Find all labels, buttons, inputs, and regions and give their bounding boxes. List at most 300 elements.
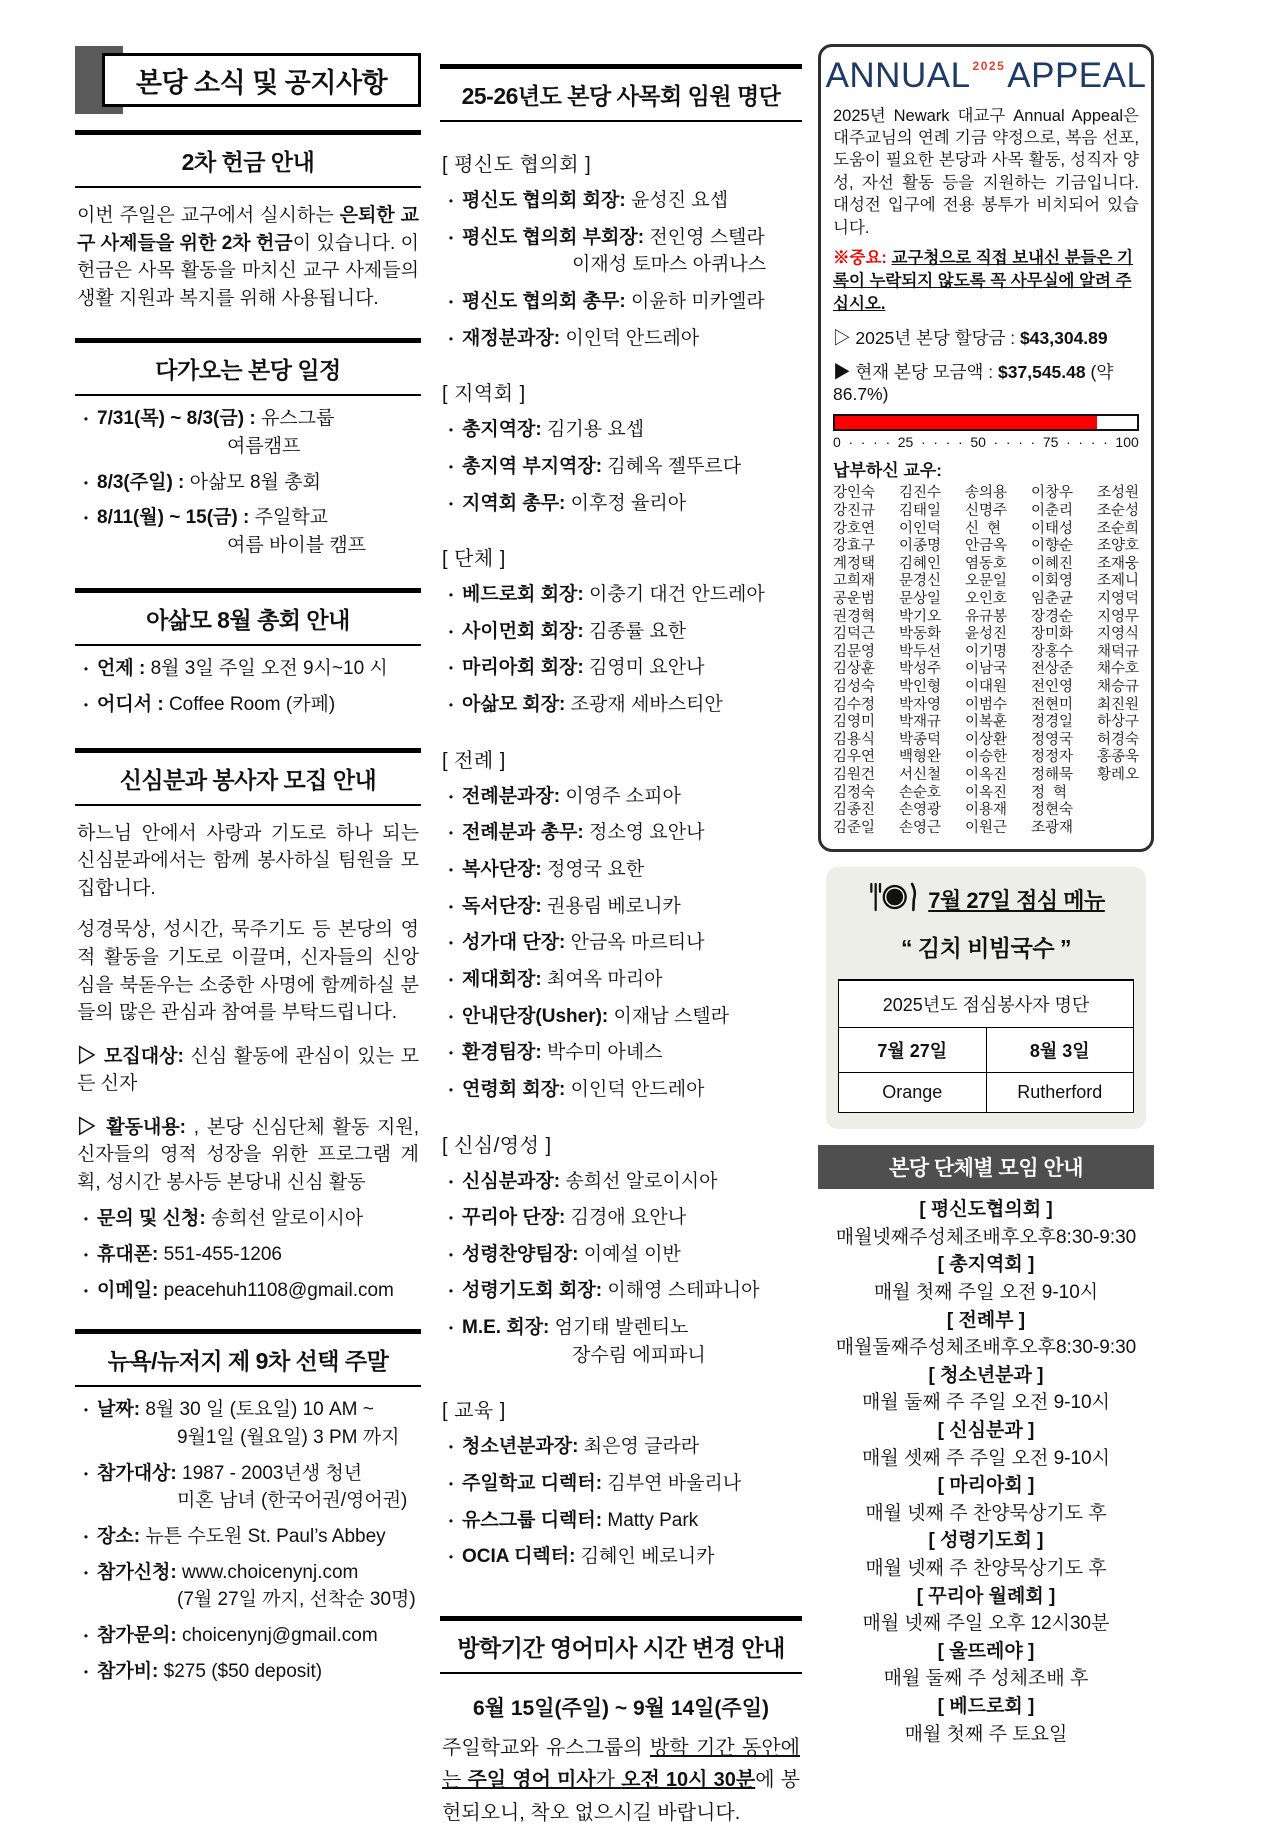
item-continuation: 여름 바이블 캠프 (227, 534, 367, 556)
list-item (75, 1242, 421, 1268)
donor-name: 김덕근 (833, 626, 876, 643)
officer-text (462, 188, 728, 214)
contact-list (75, 1206, 421, 1303)
officer-role: 전례분과 총무: (462, 822, 584, 844)
item-continuation: 미혼 남녀 (한국어권/영어권) (177, 1490, 408, 1512)
officer-item (440, 655, 802, 681)
group-meetings-title: 본당 단체별 모임 안내 (818, 1145, 1154, 1189)
bullet-icon: • (83, 1283, 89, 1298)
bullet-icon: • (83, 1247, 89, 1262)
middle-column (440, 0, 802, 1829)
section-body (77, 202, 419, 312)
officer-item (440, 417, 802, 443)
bullet-icon: • (448, 1513, 454, 1528)
bullet-icon: • (448, 1082, 454, 1097)
text-segment-bold: 은퇴한 교구 사제들을 위한 2차 헌금 (77, 205, 420, 254)
group-name: [ 신심/영성 ] (442, 1134, 552, 1157)
list-item (75, 406, 421, 432)
donor-name: 조제니 (1096, 573, 1139, 590)
donor-name: 이원근 (964, 819, 1007, 836)
donor-name: 김정숙 (833, 784, 876, 801)
officer-item (440, 1471, 802, 1497)
text-segment: 에 봉헌되오니, 착오 없으시길 바랍니다. (442, 1769, 800, 1824)
section-officer-roster (440, 64, 802, 1570)
donor-name: 조순성 (1096, 503, 1139, 519)
officer-name: 전인영 스텔라 (649, 226, 765, 248)
item-label: 참가대상: (97, 1462, 177, 1484)
officer-name: 정영국 요한 (547, 859, 645, 881)
officer-name: 이해영 스테파니아 (607, 1280, 760, 1302)
donor-name: 지영덕 (1096, 590, 1139, 607)
meeting-group-name: [ 전례부 ] (946, 1309, 1026, 1331)
group-name: [ 교육 ] (442, 1400, 506, 1423)
donor-name: 채승규 (1096, 678, 1139, 695)
officer-name: 김영미 요안나 (589, 657, 705, 679)
officer-item (440, 894, 802, 920)
recruit-para1: 하느님 안에서 사랑과 기도로 하나 되는 신심분과에서는 함께 봉사하실 팀원을 모집합니다. (77, 822, 419, 899)
officer-item (440, 1242, 802, 1268)
item-value: 송희선 알로이시아 (210, 1208, 364, 1230)
donor-name: 전상준 (1030, 661, 1073, 678)
donor-name: 김용식 (833, 731, 876, 748)
target-label: ▷ 모집대상: (77, 1045, 184, 1067)
bullet-icon: • (448, 423, 454, 438)
officer-text (462, 326, 699, 352)
lunch-menu-box (826, 867, 1146, 1129)
officer-name: 김경애 요안나 (570, 1207, 687, 1229)
list-item (75, 505, 421, 531)
meeting-time: 매월 넷째 주일 오후 12시30분 (862, 1613, 1110, 1635)
officer-text (462, 967, 662, 993)
item-continuation: 여름캠프 (227, 435, 301, 457)
text-segment: 방학 기간 동안에는 (442, 1736, 800, 1792)
bullet-icon: • (448, 1009, 454, 1024)
donor-name: 김성숙 (833, 678, 876, 695)
scale-mark: · (860, 434, 866, 451)
donor-name: 박종덕 (898, 731, 942, 748)
bullet-icon: • (448, 698, 454, 713)
donor-name: 임춘균 (1030, 590, 1073, 607)
donor-name: 박동화 (898, 626, 942, 643)
donor-name: 지영무 (1096, 608, 1139, 625)
donor-column (833, 485, 875, 837)
donor-name: 이남국 (964, 661, 1007, 678)
bullet-icon: • (448, 863, 454, 878)
bullet-icon: • (83, 1664, 89, 1679)
list-item-text (97, 406, 334, 432)
donor-name: 박두선 (898, 643, 942, 660)
english-mass-body (442, 1732, 800, 1829)
officer-group (440, 1394, 802, 1570)
meeting-time: 매월 둘째 주 성체조배 후 (883, 1668, 1089, 1690)
officer-text (462, 1508, 698, 1534)
donor-column (899, 485, 941, 837)
bullet-icon: • (83, 1565, 89, 1580)
recruit-target (77, 1043, 419, 1098)
scale-mark: · (1090, 434, 1096, 451)
section-title: 다가오는 본당 일정 (75, 338, 421, 396)
officer-item (440, 1544, 802, 1570)
officer-role: 청소년분과장: (462, 1436, 579, 1458)
bullet-icon: • (448, 826, 454, 841)
item-label: 어디서 : (97, 694, 164, 716)
donor-name: 정현숙 (1030, 802, 1073, 819)
item-value: 8월 3일 주일 오전 9시~10 시 (150, 658, 388, 680)
officer-name: Matty Park (607, 1509, 699, 1531)
donor-name: 이옥진 (964, 784, 1007, 801)
donor-name: 염동호 (964, 555, 1007, 572)
progress-scale (833, 434, 1139, 450)
item-label: 휴대폰: (97, 1243, 159, 1265)
section-second-collection (75, 130, 421, 312)
officer-role: 꾸리아 단장: (462, 1207, 566, 1229)
donor-name: 문상일 (898, 590, 942, 607)
bullet-icon: • (448, 1550, 454, 1565)
scale-mark: 25 (897, 434, 914, 451)
officer-item (440, 491, 802, 517)
text-segment: 주일학교와 유스그룹의 (442, 1736, 650, 1759)
officer-role: OCIA 디렉터: (462, 1546, 576, 1568)
raised-amount: $37,545.48 (998, 362, 1086, 383)
donor-name: 지영식 (1096, 626, 1139, 643)
meeting-group-name: [ 꾸리아 월례회 ] (916, 1585, 1056, 1607)
officer-text (462, 655, 704, 681)
list-item-text (97, 1278, 394, 1304)
bullet-icon: • (448, 459, 454, 474)
officer-item (440, 930, 802, 956)
donor-name: 윤성진 (964, 626, 1007, 643)
item-value: 아삶모 8월 총회 (189, 471, 321, 493)
donor-name: 이태성 (1030, 520, 1073, 537)
scale-mark: · (993, 434, 999, 451)
officer-item (440, 289, 802, 315)
donor-name: 강인숙 (833, 485, 876, 502)
officer-text (462, 1242, 681, 1268)
bullet-icon: • (448, 230, 454, 245)
item-label: 7/31(목) ~ 8/3(금) : (97, 408, 256, 430)
quota-amount: $43,304.89 (1020, 328, 1108, 349)
officer-role: 성령기도회 회장: (462, 1280, 603, 1302)
bullet-icon: • (83, 1466, 89, 1481)
bullet-icon: • (448, 899, 454, 914)
officer-role: 평신도 협의회 총무: (462, 290, 626, 312)
list-item-text (97, 1659, 322, 1685)
donor-name: 전현미 (1030, 696, 1073, 713)
lunch-table-title: 2025년도 점심봉사자 명단 (839, 981, 1133, 1028)
donor-name: 신 현 (964, 520, 1002, 537)
list-item-text (97, 1397, 374, 1423)
donor-name: 손영근 (898, 819, 942, 836)
bullet-icon: • (448, 972, 454, 987)
officer-item (440, 1004, 802, 1030)
donor-name: 정정자 (1030, 749, 1073, 766)
list-item-text (97, 1242, 282, 1268)
donor-name: 이복훈 (964, 714, 1007, 731)
list-item-text (97, 656, 388, 682)
activity-value: , 본당 신심단체 활동 지원, 신자들의 영적 성장을 위한 프로그램 계획, 성시간 봉사등 본당내 신심 활동 (77, 1116, 419, 1193)
officer-text (462, 454, 741, 480)
meeting-group-name: [ 성령기도회 ] (928, 1530, 1044, 1552)
bullet-icon: • (448, 789, 454, 804)
english-mass-period: 6월 15일(주일) ~ 9월 14일(주일) (473, 1696, 769, 1720)
officer-role: 전례분과장: (462, 785, 561, 807)
donor-column (965, 485, 1007, 837)
raised-percent: (약 86.7%) (833, 362, 1114, 405)
officer-item (440, 857, 802, 883)
lunch-menu-item: “ 김치 비빔국수 ” (901, 935, 1071, 962)
logo-annual-text: ANNUAL (825, 56, 971, 95)
section-title: 2차 헌금 안내 (75, 130, 421, 188)
donor-name: 채덕규 (1096, 643, 1139, 660)
donor-name: 손영광 (898, 802, 942, 819)
bullet-icon: • (448, 194, 454, 208)
officer-text (462, 1544, 715, 1570)
donor-name: 김종진 (833, 802, 876, 819)
scale-mark: 0 (833, 434, 841, 451)
donor-name: 이창우 (1030, 485, 1073, 502)
item-label: 언제 : (97, 658, 146, 680)
donor-name: 조양호 (1096, 538, 1139, 555)
donor-name: 이춘리 (1030, 503, 1073, 519)
officer-item (440, 1434, 802, 1460)
meeting-group-name: [ 신심분과 ] (937, 1420, 1035, 1442)
officer-role: 성가대 단장: (462, 932, 566, 954)
officer-text (462, 1434, 699, 1460)
section-title: 25-26년도 본당 사목회 임원 명단 (440, 64, 802, 122)
item-value: choicenynj@gmail.com (182, 1624, 378, 1646)
lunch-volunteer-table (838, 979, 1134, 1113)
donor-grid (833, 485, 1139, 837)
officer-item (440, 1508, 802, 1534)
scale-mark: · (1066, 434, 1071, 451)
bullet-icon: • (448, 1284, 454, 1299)
upcoming-list (75, 406, 421, 558)
officer-item (440, 582, 802, 608)
meeting-time: 매월 첫째 주일 오전 9-10시 (873, 1282, 1099, 1304)
text-segment: 이 있습니다. 이 헌금은 사목 활동을 마치신 교구 사제들의 생활 지원과 복지를 위해 사용됩니다. (77, 232, 419, 309)
officer-group (440, 542, 802, 718)
scale-mark: · (1103, 434, 1108, 451)
bullet-icon: • (448, 1211, 454, 1226)
scale-mark: · (957, 434, 963, 451)
section-choice-weekend (75, 1329, 421, 1684)
appeal-important-note (833, 247, 1139, 316)
officer-role: 베드로회 회장: (462, 584, 584, 606)
officer-role: 총지역 부지역장: (462, 455, 603, 477)
bullet-icon: • (83, 511, 89, 526)
donor-name: 장미화 (1030, 626, 1073, 643)
scale-mark: · (933, 434, 938, 451)
scale-mark: · (1030, 434, 1036, 451)
group-name: [ 평신도 협의회 ] (442, 154, 592, 176)
officer-role: 복사단장: (462, 859, 542, 881)
donor-name: 이인덕 (898, 520, 942, 537)
list-item-text (97, 692, 335, 718)
officer-item (440, 692, 802, 718)
text-segment: 오전 10시 30분 (621, 1769, 756, 1792)
officer-role: 사이먼회 회장: (462, 620, 584, 642)
item-value: $275 ($50 deposit) (163, 1660, 323, 1682)
donor-name: 강호연 (833, 520, 876, 537)
bullet-icon: • (448, 1477, 454, 1492)
officer-role: 총지역장: (462, 419, 542, 441)
donor-name: 김수정 (833, 696, 876, 713)
officer-role: 환경팀장: (462, 1042, 542, 1064)
officer-role: 연령회 회장: (462, 1078, 566, 1100)
donor-name: 조순희 (1096, 520, 1139, 537)
officer-role: 신심분과장: (462, 1170, 561, 1192)
officer-text (462, 1471, 741, 1497)
list-item (75, 1659, 421, 1685)
donor-name: 황레오 (1096, 766, 1139, 783)
lunch-title: 7월 27일 점심 메뉴 (928, 888, 1105, 914)
lunch-group-1: Orange (839, 1073, 987, 1112)
list-item (75, 470, 421, 496)
officer-name-continuation: 이재성 토마스 아퀴나스 (572, 254, 767, 276)
officer-text (462, 1169, 718, 1195)
group-name: [ 전례 ] (442, 749, 506, 772)
donor-name: 이종명 (898, 538, 942, 555)
donor-name: 이범수 (964, 696, 1007, 713)
donor-name: 김진수 (898, 485, 942, 502)
donor-name: 최진원 (1096, 696, 1139, 713)
officer-item (440, 1205, 802, 1231)
item-label: 8/11(월) ~ 15(금) : (97, 507, 250, 529)
bullet-icon: • (448, 1321, 454, 1336)
list-item (75, 656, 421, 682)
lunch-date-1: 7월 27일 (839, 1028, 987, 1072)
donor-name: 조성원 (1096, 485, 1139, 502)
officer-role: 제대회장: (462, 968, 542, 990)
donor-name: 문경신 (898, 573, 942, 590)
officer-text (462, 1205, 686, 1231)
officer-item (440, 188, 802, 214)
meeting-group-name: [ 총지역회 ] (937, 1254, 1035, 1276)
lunch-group-2: Rutherford (1017, 1082, 1103, 1103)
main-title-box (75, 46, 421, 114)
donors-label: 납부하신 교우: (833, 461, 942, 481)
donor-name: 이대원 (964, 678, 1007, 695)
scale-mark: 100 (1115, 434, 1139, 451)
donor-name: 김우연 (833, 749, 876, 766)
officer-name: 이영주 소피아 (565, 785, 681, 807)
officer-name: 최여옥 마리아 (547, 968, 663, 990)
officer-name: 안금옥 마르티나 (570, 932, 705, 954)
officer-name: 이윤하 미카엘라 (631, 290, 765, 312)
quota-label: ▷ 2025년 본당 할당금 : (833, 328, 1016, 349)
scale-mark: · (921, 434, 926, 451)
list-item-text (97, 1461, 362, 1487)
donor-name: 하상구 (1096, 714, 1139, 731)
officer-name: 권용림 베로니카 (547, 895, 681, 917)
officer-group (440, 1129, 802, 1369)
officer-group (440, 377, 802, 516)
donor-name: 홍종욱 (1096, 749, 1139, 766)
officer-name: 최은영 글라라 (583, 1436, 700, 1458)
list-item (75, 692, 421, 718)
donor-column (1031, 485, 1073, 837)
bullet-icon: • (448, 588, 454, 603)
officer-name: 김혜인 베로니카 (580, 1546, 715, 1568)
officer-role: M.E. 회장: (462, 1317, 550, 1339)
officer-text (462, 491, 686, 517)
meeting-list (818, 1196, 1154, 1748)
officer-text (462, 582, 765, 608)
bullet-icon: • (448, 294, 454, 309)
list-item-text (97, 1623, 378, 1649)
officer-text (462, 692, 723, 718)
donor-name: 이승한 (964, 749, 1007, 766)
officer-text (462, 1278, 760, 1304)
list-item-text (97, 1206, 363, 1232)
logo-year-text: 2025 (972, 59, 1006, 73)
officer-role: 아삶모 회장: (462, 694, 566, 716)
list-item (75, 1623, 421, 1649)
meeting-time: 매월넷째주성체조배후오후8:30-9:30 (835, 1226, 1137, 1248)
officer-name: 조광재 세바스티안 (570, 694, 723, 716)
donor-name: 정 혁 (1030, 784, 1068, 801)
donor-name: 김혜인 (898, 555, 942, 572)
bullet-icon: • (448, 936, 454, 951)
donor-name: 박인형 (898, 678, 942, 695)
donor-name: 오문일 (964, 573, 1007, 590)
officer-groups (440, 148, 802, 1570)
meeting-group-name: [ 평신도협의회 ] (919, 1199, 1053, 1221)
raised-label: ▶ 현재 본당 모금액 : (833, 362, 994, 383)
item-label: 참가문의: (97, 1624, 177, 1646)
meeting-time: 매월 셋째 주 주일 오전 9-10시 (862, 1447, 1110, 1469)
officer-item (440, 1077, 802, 1103)
lunch-date-2: 8월 3일 (1029, 1041, 1090, 1062)
officer-text (462, 289, 765, 315)
officer-text (462, 930, 704, 956)
bullet-icon: • (448, 661, 454, 676)
item-continuation: (7월 27일 까지, 선착순 30명) (177, 1589, 416, 1611)
bullet-icon: • (83, 1628, 89, 1643)
officer-name: 송희선 알로이시아 (565, 1170, 718, 1192)
officer-role: 독서단장: (462, 895, 542, 917)
officer-name: 이인덕 안드레아 (565, 327, 700, 349)
choice-list (75, 1397, 421, 1684)
lunch-table-group-row (839, 1073, 1133, 1112)
officer-text (462, 894, 681, 920)
appeal-intro: 2025년 Newark 대교구 Annual Appeal은 대주교님의 연례 기금 약정으로, 복음 선포, 도움이 필요한 본당과 사목 활동, 성직자 양성, 자선 활동 등을 지원하는 기금입니다. 대성전 입구에 전용 봉투가 비치되어 있습니다. (833, 106, 1139, 237)
text-segment: 가 (595, 1769, 622, 1792)
item-label: 참가비: (97, 1660, 159, 1682)
donor-name: 김태일 (898, 503, 942, 519)
donor-name: 이용재 (964, 802, 1007, 819)
list-item-text (97, 505, 328, 531)
donor-name: 이향순 (1030, 538, 1073, 555)
officer-text (462, 820, 704, 846)
donor-name: 조재웅 (1096, 555, 1139, 572)
donor-name: 김문영 (833, 643, 876, 660)
list-item-text (97, 1524, 386, 1550)
meeting-group-name: [ 청소년분과 ] (928, 1364, 1044, 1386)
officer-name: 김부연 바울리나 (607, 1473, 742, 1495)
scale-mark: · (848, 434, 854, 451)
officer-name: 윤성진 요셉 (631, 190, 729, 211)
section-title: 아삶모 8월 총회 안내 (75, 588, 421, 646)
officer-name: 이충기 대건 안드레아 (589, 584, 765, 606)
section-title: 뉴욕/뉴저지 제 9차 선택 주말 (75, 1329, 421, 1387)
officer-item (440, 820, 802, 846)
officer-text (462, 619, 686, 645)
officer-name: 이예설 이반 (583, 1243, 681, 1265)
bullet-icon: • (448, 331, 454, 346)
section-title: 신심분과 봉사자 모집 안내 (75, 748, 421, 806)
recruit-activity (77, 1114, 419, 1197)
